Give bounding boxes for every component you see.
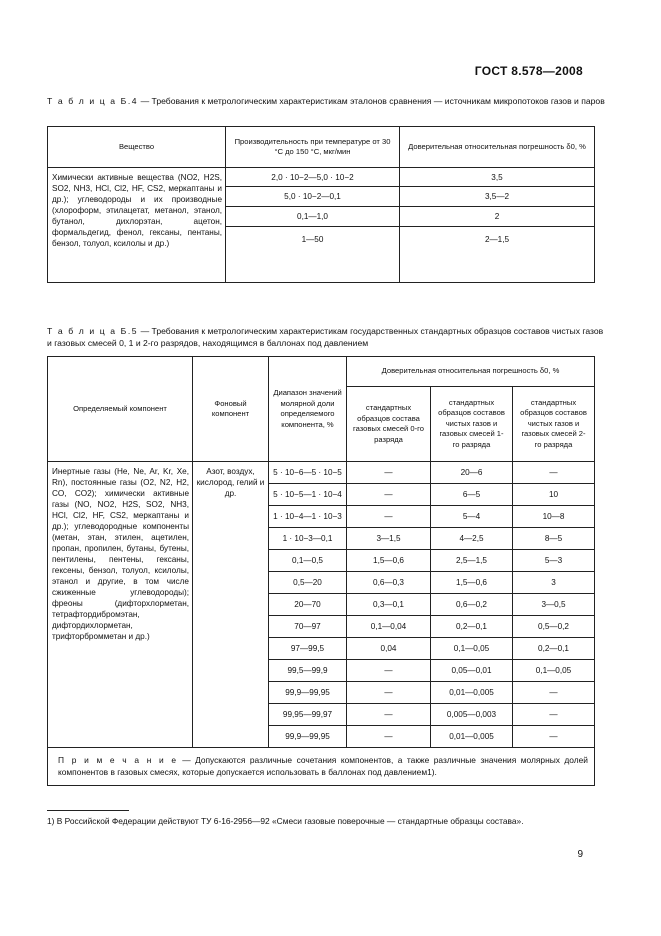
table5-header-component: Определяемый компонент — [48, 357, 193, 462]
table5-cell-rank2: 0,2—0,1 — [513, 638, 595, 660]
table5-cell-rank1: 0,1—0,05 — [431, 638, 513, 660]
table5-cell-range: 99,5—99,9 — [269, 660, 347, 682]
table5-header-background: Фоновый компонент — [193, 357, 269, 462]
table5-header-error-group: Доверительная относительная погрешность δ0, % — [347, 357, 595, 387]
table5-label: Т а б л и ц а Б.5 — [47, 326, 139, 336]
table5-cell-rank0: — — [347, 704, 431, 726]
table5-cell-rank0: — — [347, 682, 431, 704]
table5-note-text: — Допускаются различные сочетания компонентов, а также различные значения молярных долей компонентов в газовых смесях, которые допускается использовать в баллонах под давлением1). — [58, 755, 588, 777]
table4-cell-error: 2 — [400, 207, 595, 227]
table5-cell-rank1: 0,005—0,003 — [431, 704, 513, 726]
table5-cell-range: 1 · 10−4—1 · 10−3 — [269, 506, 347, 528]
table4-caption-text: — Требования к метрологическим характеристикам эталонов сравнения — источникам микропотоков газов и паров — [138, 96, 605, 106]
table5-cell-rank0: 3—1,5 — [347, 528, 431, 550]
table5-cell-rank0: — — [347, 484, 431, 506]
table5-cell-rank0: 0,3—0,1 — [347, 594, 431, 616]
table5-cell-rank0: 0,04 — [347, 638, 431, 660]
table5-cell-rank1: 5—4 — [431, 506, 513, 528]
table5-cell-range: 0,5—20 — [269, 572, 347, 594]
table5-cell-range: 20—70 — [269, 594, 347, 616]
table5-cell-rank1: 4—2,5 — [431, 528, 513, 550]
table5-cell-range: 99,9—99,95 — [269, 682, 347, 704]
table5-caption — [47, 325, 607, 349]
table5-header-range: Диапазон значений молярной доли определяемого компонента, % — [269, 357, 347, 462]
table5-cell-range: 0,1—0,5 — [269, 550, 347, 572]
table5-cell-rank2: — — [513, 682, 595, 704]
table4-cell-error: 3,5—2 — [400, 187, 595, 207]
table5-cell-rank1: 0,2—0,1 — [431, 616, 513, 638]
table5-cell-rank0: — — [347, 462, 431, 484]
table5-cell-rank1: 0,6—0,2 — [431, 594, 513, 616]
table5-cell-rank2: 5—3 — [513, 550, 595, 572]
table5-cell-rank2: — — [513, 462, 595, 484]
table5-cell-range: 99,9—99,95 — [269, 726, 347, 748]
table5-cell-rank0: — — [347, 726, 431, 748]
table5-cell-range: 5 · 10−5—1 · 10−4 — [269, 484, 347, 506]
table5-cell-rank2: 10—8 — [513, 506, 595, 528]
footnote-divider — [47, 810, 129, 811]
table5-cell-rank2: — — [513, 704, 595, 726]
table5-note — [48, 748, 595, 786]
table5-cell-rank1: 1,5—0,6 — [431, 572, 513, 594]
table5-cell-rank1: 6—5 — [431, 484, 513, 506]
table5-component-cell: Инертные газы (He, Ne, Ar, Kr, Xe, Rn), постоянные газы (O2, N2, H2, CO, CO2); химически активные газы (NO, NO2, H2S, SO2, NH3, HCl, Cl2, HF, CS2, меркаптаны и др.); углеводородные компоненты (метан, этан, этилен, ацетилен, пропан, пропилен, бутаны, бутены, пентилены, пентены, гексаны, гексены, бензол, толуол, ксилолы, этанол и другие, в том числе сжиженные углеводороды); фреоны (дифторхлорметан, тетрафтордибромэтан, дифтордихлорметан, трифторбромметан и др.) — [48, 462, 193, 748]
table5-cell-range: 1 · 10−3—0,1 — [269, 528, 347, 550]
table5-cell-range: 97—99,5 — [269, 638, 347, 660]
table5-cell-rank0: 1,5—0,6 — [347, 550, 431, 572]
table5-cell-rank0: — — [347, 660, 431, 682]
table5-cell-rank2: 10 — [513, 484, 595, 506]
table5-cell-rank2: 0,1—0,05 — [513, 660, 595, 682]
table4-cell-error: 3,5 — [400, 168, 595, 187]
table5 — [47, 356, 595, 786]
table5-subheader-rank2: стандартных образцов составов чистых газов и газовых смесей 2-го разряда — [513, 387, 595, 462]
table5-subheader-rank1: стандартных образцов составов чистых газов и газовых смесей 1-го разряда — [431, 387, 513, 462]
table5-cell-rank2: 8—5 — [513, 528, 595, 550]
table5-subheader-rank0: стандартных образцов состава газовых смесей 0-го разряда — [347, 387, 431, 462]
table5-caption-text: — Требования к метрологическим характеристикам государственных стандартных образцов составов чистых газов и газовых смесей 0, 1 и 2-го разрядов, находящимся в баллонах под давлением — [47, 326, 604, 348]
table5-cell-rank2: 0,5—0,2 — [513, 616, 595, 638]
table5-cell-rank1: 0,01—0,005 — [431, 682, 513, 704]
document-code: ГОСТ 8.578—2008 — [474, 64, 583, 78]
table4-cell-productivity: 1—50 — [226, 227, 400, 283]
table5-cell-rank1: 0,05—0,01 — [431, 660, 513, 682]
table4-header-productivity: Производительность при температуре от 30 °С до 150 °С, мкг/мин — [226, 127, 400, 168]
table4-caption — [47, 95, 607, 107]
table4-header-error: Доверительная относительная погрешность δ0, % — [400, 127, 595, 168]
page-number: 9 — [577, 849, 583, 860]
table5-cell-rank1: 20—6 — [431, 462, 513, 484]
table4-cell-productivity: 0,1—1,0 — [226, 207, 400, 227]
table5-background-cell: Азот, воздух, кислород, гелий и др. — [193, 462, 269, 748]
table5-cell-range: 70—97 — [269, 616, 347, 638]
table5-cell-range: 99,95—99,97 — [269, 704, 347, 726]
table5-cell-rank1: 2,5—1,5 — [431, 550, 513, 572]
table4-cell-error: 2—1,5 — [400, 227, 595, 283]
table5-cell-rank1: 0,01—0,005 — [431, 726, 513, 748]
table5-cell-range: 5 · 10−6—5 · 10−5 — [269, 462, 347, 484]
table5-cell-rank0: 0,1—0,04 — [347, 616, 431, 638]
table5-cell-rank2: 3 — [513, 572, 595, 594]
table5-cell-rank2: 3—0,5 — [513, 594, 595, 616]
table4 — [47, 126, 595, 283]
table4-label: Т а б л и ц а Б.4 — [47, 96, 139, 106]
table5-note-label: П р и м е ч а н и е — [58, 755, 178, 765]
table5-cell-rank2: — — [513, 726, 595, 748]
table4-cell-productivity: 5,0 · 10−2—0,1 — [226, 187, 400, 207]
table4-cell-productivity: 2,0 · 10−2—5,0 · 10−2 — [226, 168, 400, 187]
table4-substance-cell: Химически активные вещества (NO2, H2S, SO2, NH3, HCl, Cl2, HF, CS2, меркаптаны и др.); углеводороды и их производные (хлороформ, этилацетат, метанол, этанол, бутанол, дихлорэтан, ацетон, формальдегид, фенол, гексаны, пентаны, бензол, толуол, ксилолы и др.) — [48, 168, 226, 283]
table4-header-substance: Вещество — [48, 127, 226, 168]
table5-cell-rank0: 0,6—0,3 — [347, 572, 431, 594]
table5-cell-rank0: — — [347, 506, 431, 528]
footnote: 1) В Российской Федерации действуют ТУ 6-16-2956—92 «Смеси газовые поверочные — стандартные образцы состава». — [47, 816, 524, 826]
